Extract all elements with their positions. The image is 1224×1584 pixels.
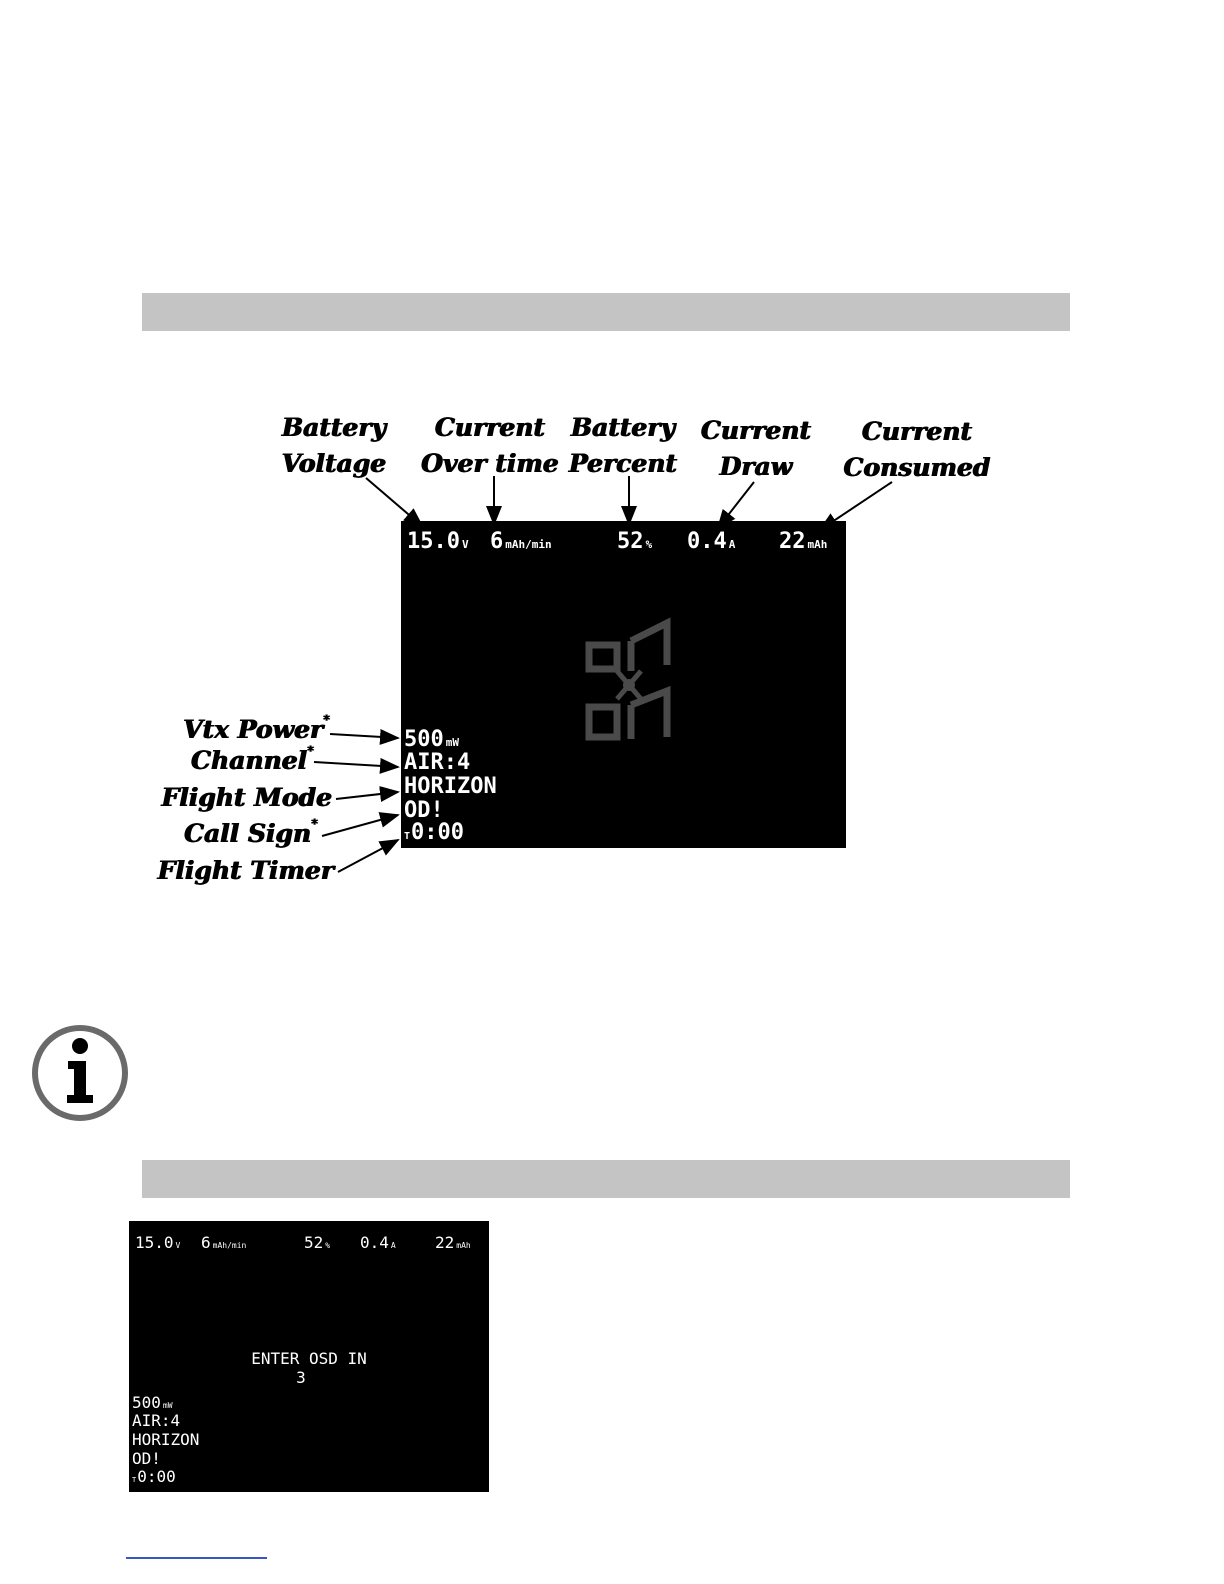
osd-vtx-power: 500 mW <box>404 727 459 752</box>
osd-current: 0.4 A <box>360 1233 396 1252</box>
osd-flight-mode: HORIZON <box>404 774 497 799</box>
osd-flight-timer: T0:00 <box>404 820 465 845</box>
callout-channel: Channel* <box>191 744 314 775</box>
osd-screen-countdown <box>129 1221 489 1492</box>
osd-current: 0.4 A <box>687 529 736 554</box>
osd-consumed: 22 mAh <box>779 529 828 554</box>
osd-battery-percent: 52 % <box>304 1233 331 1252</box>
osd-flight-timer: T0:00 <box>132 1467 176 1486</box>
osd-countdown-message: ENTER OSD IN <box>251 1349 367 1368</box>
callout-flight-mode: Flight Mode <box>161 783 332 812</box>
crosshair-logo-icon <box>583 615 677 749</box>
osd-channel: AIR:4 <box>404 750 471 775</box>
osd-vtx-power: 500 mW <box>132 1393 173 1412</box>
osd-voltage: 15.0 V <box>135 1233 181 1252</box>
callout-flight-timer: Flight Timer <box>157 856 334 885</box>
callout-current-consumed: Current Consumed <box>843 417 991 482</box>
section-header-bar <box>142 1160 1070 1198</box>
osd-call-sign: OD! <box>404 798 444 823</box>
callout-vtx-power: Vtx Power* <box>183 713 330 744</box>
callout-battery-voltage: Battery Voltage <box>281 413 387 478</box>
callout-call-sign: Call Sign* <box>184 817 318 848</box>
osd-channel: AIR:4 <box>132 1411 181 1430</box>
osd-mah-per-min: 6 mAh/min <box>201 1233 247 1252</box>
section-header-bar <box>142 293 1070 331</box>
osd-flight-mode: HORIZON <box>132 1430 200 1449</box>
callout-battery-percent: Battery Percent <box>568 413 678 478</box>
osd-consumed: 22 mAh <box>435 1233 471 1252</box>
osd-voltage: 15.0 V <box>407 529 469 554</box>
hyperlink-underline[interactable] <box>126 1557 267 1559</box>
osd-call-sign: OD! <box>132 1449 161 1468</box>
info-circle-icon <box>30 1023 130 1123</box>
callout-current-over-time: Current Over time <box>421 413 559 478</box>
osd-battery-percent: 52 % <box>617 529 653 554</box>
osd-countdown-number: 3 <box>296 1368 306 1387</box>
osd-screen-diagram <box>401 521 846 848</box>
callout-current-draw: Current Draw <box>700 416 812 481</box>
osd-mah-per-min: 6 mAh/min <box>490 529 552 554</box>
